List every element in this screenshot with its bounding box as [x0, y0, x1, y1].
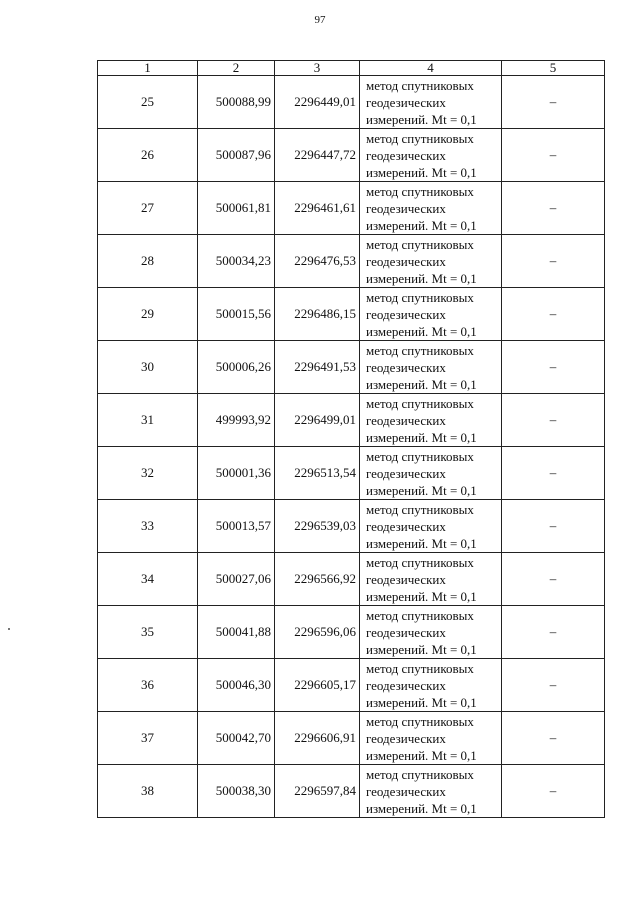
y-coordinate-cell: 2296513,54: [275, 447, 360, 500]
x-coordinate-cell: 500034,23: [198, 235, 275, 288]
method-cell: [360, 712, 502, 765]
method-line: измерений. Mt = 0,1: [366, 482, 477, 498]
method-line: метод спутниковых: [366, 342, 474, 358]
method-line: геодезических: [366, 359, 446, 375]
method-cell: [360, 394, 502, 447]
note-cell: –: [502, 129, 605, 182]
note-cell: –: [502, 500, 605, 553]
point-number-cell: 36: [98, 659, 198, 712]
method-line: геодезических: [366, 412, 446, 428]
method-cell: [360, 500, 502, 553]
x-coordinate-cell: 500038,30: [198, 765, 275, 818]
table-row: [98, 235, 605, 288]
header-col-2: 2: [198, 61, 275, 76]
header-col-3: 3: [275, 61, 360, 76]
method-line: метод спутниковых: [366, 713, 474, 729]
method-line: измерений. Mt = 0,1: [366, 376, 477, 392]
note-cell: –: [502, 394, 605, 447]
x-coordinate-cell: 500015,56: [198, 288, 275, 341]
x-coordinate-cell: 500087,96: [198, 129, 275, 182]
method-line: геодезических: [366, 200, 446, 216]
method-line: метод спутниковых: [366, 660, 474, 676]
method-cell: [360, 659, 502, 712]
method-line: метод спутниковых: [366, 77, 474, 93]
method-line: метод спутниковых: [366, 448, 474, 464]
point-number-cell: 34: [98, 553, 198, 606]
x-coordinate-cell: 500041,88: [198, 606, 275, 659]
x-coordinate-cell: 499993,92: [198, 394, 275, 447]
point-number-cell: 30: [98, 341, 198, 394]
note-cell: –: [502, 341, 605, 394]
method-cell: [360, 447, 502, 500]
table-row: [98, 288, 605, 341]
scan-artifact-dot: [8, 628, 10, 630]
note-cell: –: [502, 765, 605, 818]
table-row: [98, 341, 605, 394]
y-coordinate-cell: 2296606,91: [275, 712, 360, 765]
page-number: 97: [314, 14, 326, 26]
table-row: [98, 76, 605, 129]
method-line: измерений. Mt = 0,1: [366, 535, 477, 551]
x-coordinate-cell: 500013,57: [198, 500, 275, 553]
point-number-cell: 38: [98, 765, 198, 818]
method-line: измерений. Mt = 0,1: [366, 694, 477, 710]
point-number-cell: 28: [98, 235, 198, 288]
table-row: [98, 712, 605, 765]
table-row: [98, 500, 605, 553]
x-coordinate-cell: 500088,99: [198, 76, 275, 129]
method-cell: [360, 553, 502, 606]
table-header: [98, 61, 605, 76]
method-line: измерений. Mt = 0,1: [366, 747, 477, 763]
note-cell: –: [502, 288, 605, 341]
method-cell: [360, 288, 502, 341]
method-cell: [360, 341, 502, 394]
method-line: метод спутниковых: [366, 607, 474, 623]
point-number-cell: 29: [98, 288, 198, 341]
method-line: измерений. Mt = 0,1: [366, 164, 477, 180]
method-cell: [360, 182, 502, 235]
header-col-4: 4: [360, 61, 502, 76]
method-cell: [360, 765, 502, 818]
y-coordinate-cell: 2296539,03: [275, 500, 360, 553]
method-line: геодезических: [366, 465, 446, 481]
table-row: [98, 765, 605, 818]
method-line: метод спутниковых: [366, 395, 474, 411]
method-cell: [360, 76, 502, 129]
method-line: измерений. Mt = 0,1: [366, 111, 477, 127]
point-number-cell: 27: [98, 182, 198, 235]
method-line: геодезических: [366, 253, 446, 269]
x-coordinate-cell: 500006,26: [198, 341, 275, 394]
y-coordinate-cell: 2296449,01: [275, 76, 360, 129]
method-line: измерений. Mt = 0,1: [366, 270, 477, 286]
y-coordinate-cell: 2296461,61: [275, 182, 360, 235]
method-line: геодезических: [366, 571, 446, 587]
note-cell: –: [502, 606, 605, 659]
table-row: [98, 606, 605, 659]
method-cell: [360, 235, 502, 288]
method-line: метод спутниковых: [366, 289, 474, 305]
y-coordinate-cell: 2296491,53: [275, 341, 360, 394]
method-cell: [360, 129, 502, 182]
header-col-1: 1: [98, 61, 198, 76]
table-row: [98, 394, 605, 447]
method-line: измерений. Mt = 0,1: [366, 588, 477, 604]
table-row: [98, 129, 605, 182]
method-line: метод спутниковых: [366, 766, 474, 782]
method-line: метод спутниковых: [366, 183, 474, 199]
y-coordinate-cell: 2296596,06: [275, 606, 360, 659]
table-row: [98, 553, 605, 606]
table-row: [98, 659, 605, 712]
point-number-cell: 25: [98, 76, 198, 129]
y-coordinate-cell: 2296499,01: [275, 394, 360, 447]
method-line: измерений. Mt = 0,1: [366, 217, 477, 233]
x-coordinate-cell: 500042,70: [198, 712, 275, 765]
note-cell: –: [502, 235, 605, 288]
method-line: метод спутниковых: [366, 501, 474, 517]
method-line: метод спутниковых: [366, 236, 474, 252]
header-col-5: 5: [502, 61, 605, 76]
method-line: метод спутниковых: [366, 554, 474, 570]
y-coordinate-cell: 2296486,15: [275, 288, 360, 341]
note-cell: –: [502, 553, 605, 606]
table-row: [98, 182, 605, 235]
method-line: геодезических: [366, 624, 446, 640]
note-cell: –: [502, 712, 605, 765]
y-coordinate-cell: 2296566,92: [275, 553, 360, 606]
note-cell: –: [502, 182, 605, 235]
point-number-cell: 31: [98, 394, 198, 447]
method-line: измерений. Mt = 0,1: [366, 800, 477, 816]
method-line: геодезических: [366, 94, 446, 110]
point-number-cell: 26: [98, 129, 198, 182]
y-coordinate-cell: 2296605,17: [275, 659, 360, 712]
x-coordinate-cell: 500046,30: [198, 659, 275, 712]
method-line: геодезических: [366, 677, 446, 693]
point-number-cell: 33: [98, 500, 198, 553]
method-line: геодезических: [366, 518, 446, 534]
point-number-cell: 35: [98, 606, 198, 659]
header-row: [98, 61, 605, 76]
note-cell: –: [502, 447, 605, 500]
x-coordinate-cell: 500001,36: [198, 447, 275, 500]
method-line: метод спутниковых: [366, 130, 474, 146]
point-number-cell: 32: [98, 447, 198, 500]
point-number-cell: 37: [98, 712, 198, 765]
y-coordinate-cell: 2296597,84: [275, 765, 360, 818]
method-line: геодезических: [366, 730, 446, 746]
table-body: [98, 76, 605, 818]
table-row: [98, 447, 605, 500]
method-line: измерений. Mt = 0,1: [366, 323, 477, 339]
coordinates-table: [97, 60, 605, 818]
y-coordinate-cell: 2296476,53: [275, 235, 360, 288]
method-line: измерений. Mt = 0,1: [366, 429, 477, 445]
method-line: геодезических: [366, 147, 446, 163]
y-coordinate-cell: 2296447,72: [275, 129, 360, 182]
method-cell: [360, 606, 502, 659]
note-cell: –: [502, 76, 605, 129]
method-line: геодезических: [366, 306, 446, 322]
x-coordinate-cell: 500027,06: [198, 553, 275, 606]
x-coordinate-cell: 500061,81: [198, 182, 275, 235]
note-cell: –: [502, 659, 605, 712]
method-line: измерений. Mt = 0,1: [366, 641, 477, 657]
method-line: геодезических: [366, 783, 446, 799]
